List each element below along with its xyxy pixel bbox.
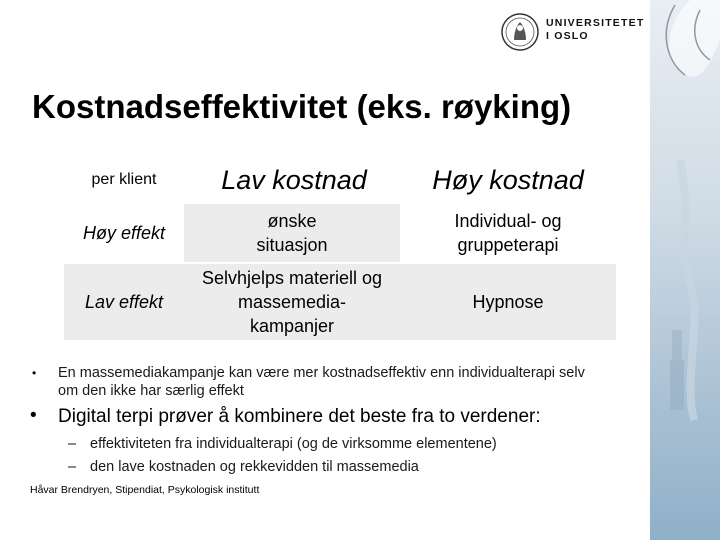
cell-text-line: Selvhjelps materiell og [201,268,383,288]
matrix-header-low-cost: Lav kostnad [221,164,367,195]
bullet-line: om den ikke har særlig effekt [58,383,244,399]
bullet-line: En massemediakampanje kan være mer kostnadseffektiv enn individualterapi selv [58,365,585,381]
matrix-row-label-low-effect: Lav effekt [64,264,184,340]
bullet-text-1 [58,364,585,400]
decorative-side-band [650,0,720,540]
matrix-row-label-high-effect: Høy effekt [82,222,166,243]
cell-text-line: gruppeterapi [457,235,559,255]
cell-text-line: massemedia- [237,292,347,312]
matrix-cell-hypnosis: Hypnose [400,264,616,340]
bullet-point-icon: • [30,405,37,426]
sub-bullet-1: effektiviteten fra individualterapi (og de virksomme elementene) [90,436,497,452]
matrix-cell-individual-group-therapy [400,204,616,262]
logo-line-1: UNIVERSITETET [546,17,645,29]
matrix-cell-self-help-media [184,264,400,340]
university-logo-text [546,17,644,43]
cell-text-line: situasjon [256,235,328,255]
dash-icon: – [68,436,77,452]
matrix-cell-desired-situation [184,204,400,262]
matrix-header-high-cost: Høy kostnad [432,164,584,195]
sub-bullet-2: den lave kostnaden og rekkevidden til massemedia [90,459,419,475]
slide-title: Kostnadseffektivitet (eks. røyking) [32,88,572,125]
bullet-text-2: Digital terpi prøver å kombinere det beste fra to verdener: [58,406,541,427]
cell-text-line: kampanjer [249,316,335,336]
logo-line-2: I OSLO [546,30,589,42]
slide-footer: Håvar Brendryen, Stipendiat, Psykologisk institutt [30,484,260,496]
matrix-corner-label: per klient [91,171,157,188]
dash-icon: – [68,459,77,475]
bullet-point-icon: • [32,366,37,380]
university-seal-logo [500,12,540,52]
cell-text-line: Individual- og [454,211,562,231]
cell-text-line: ønske [267,211,317,231]
